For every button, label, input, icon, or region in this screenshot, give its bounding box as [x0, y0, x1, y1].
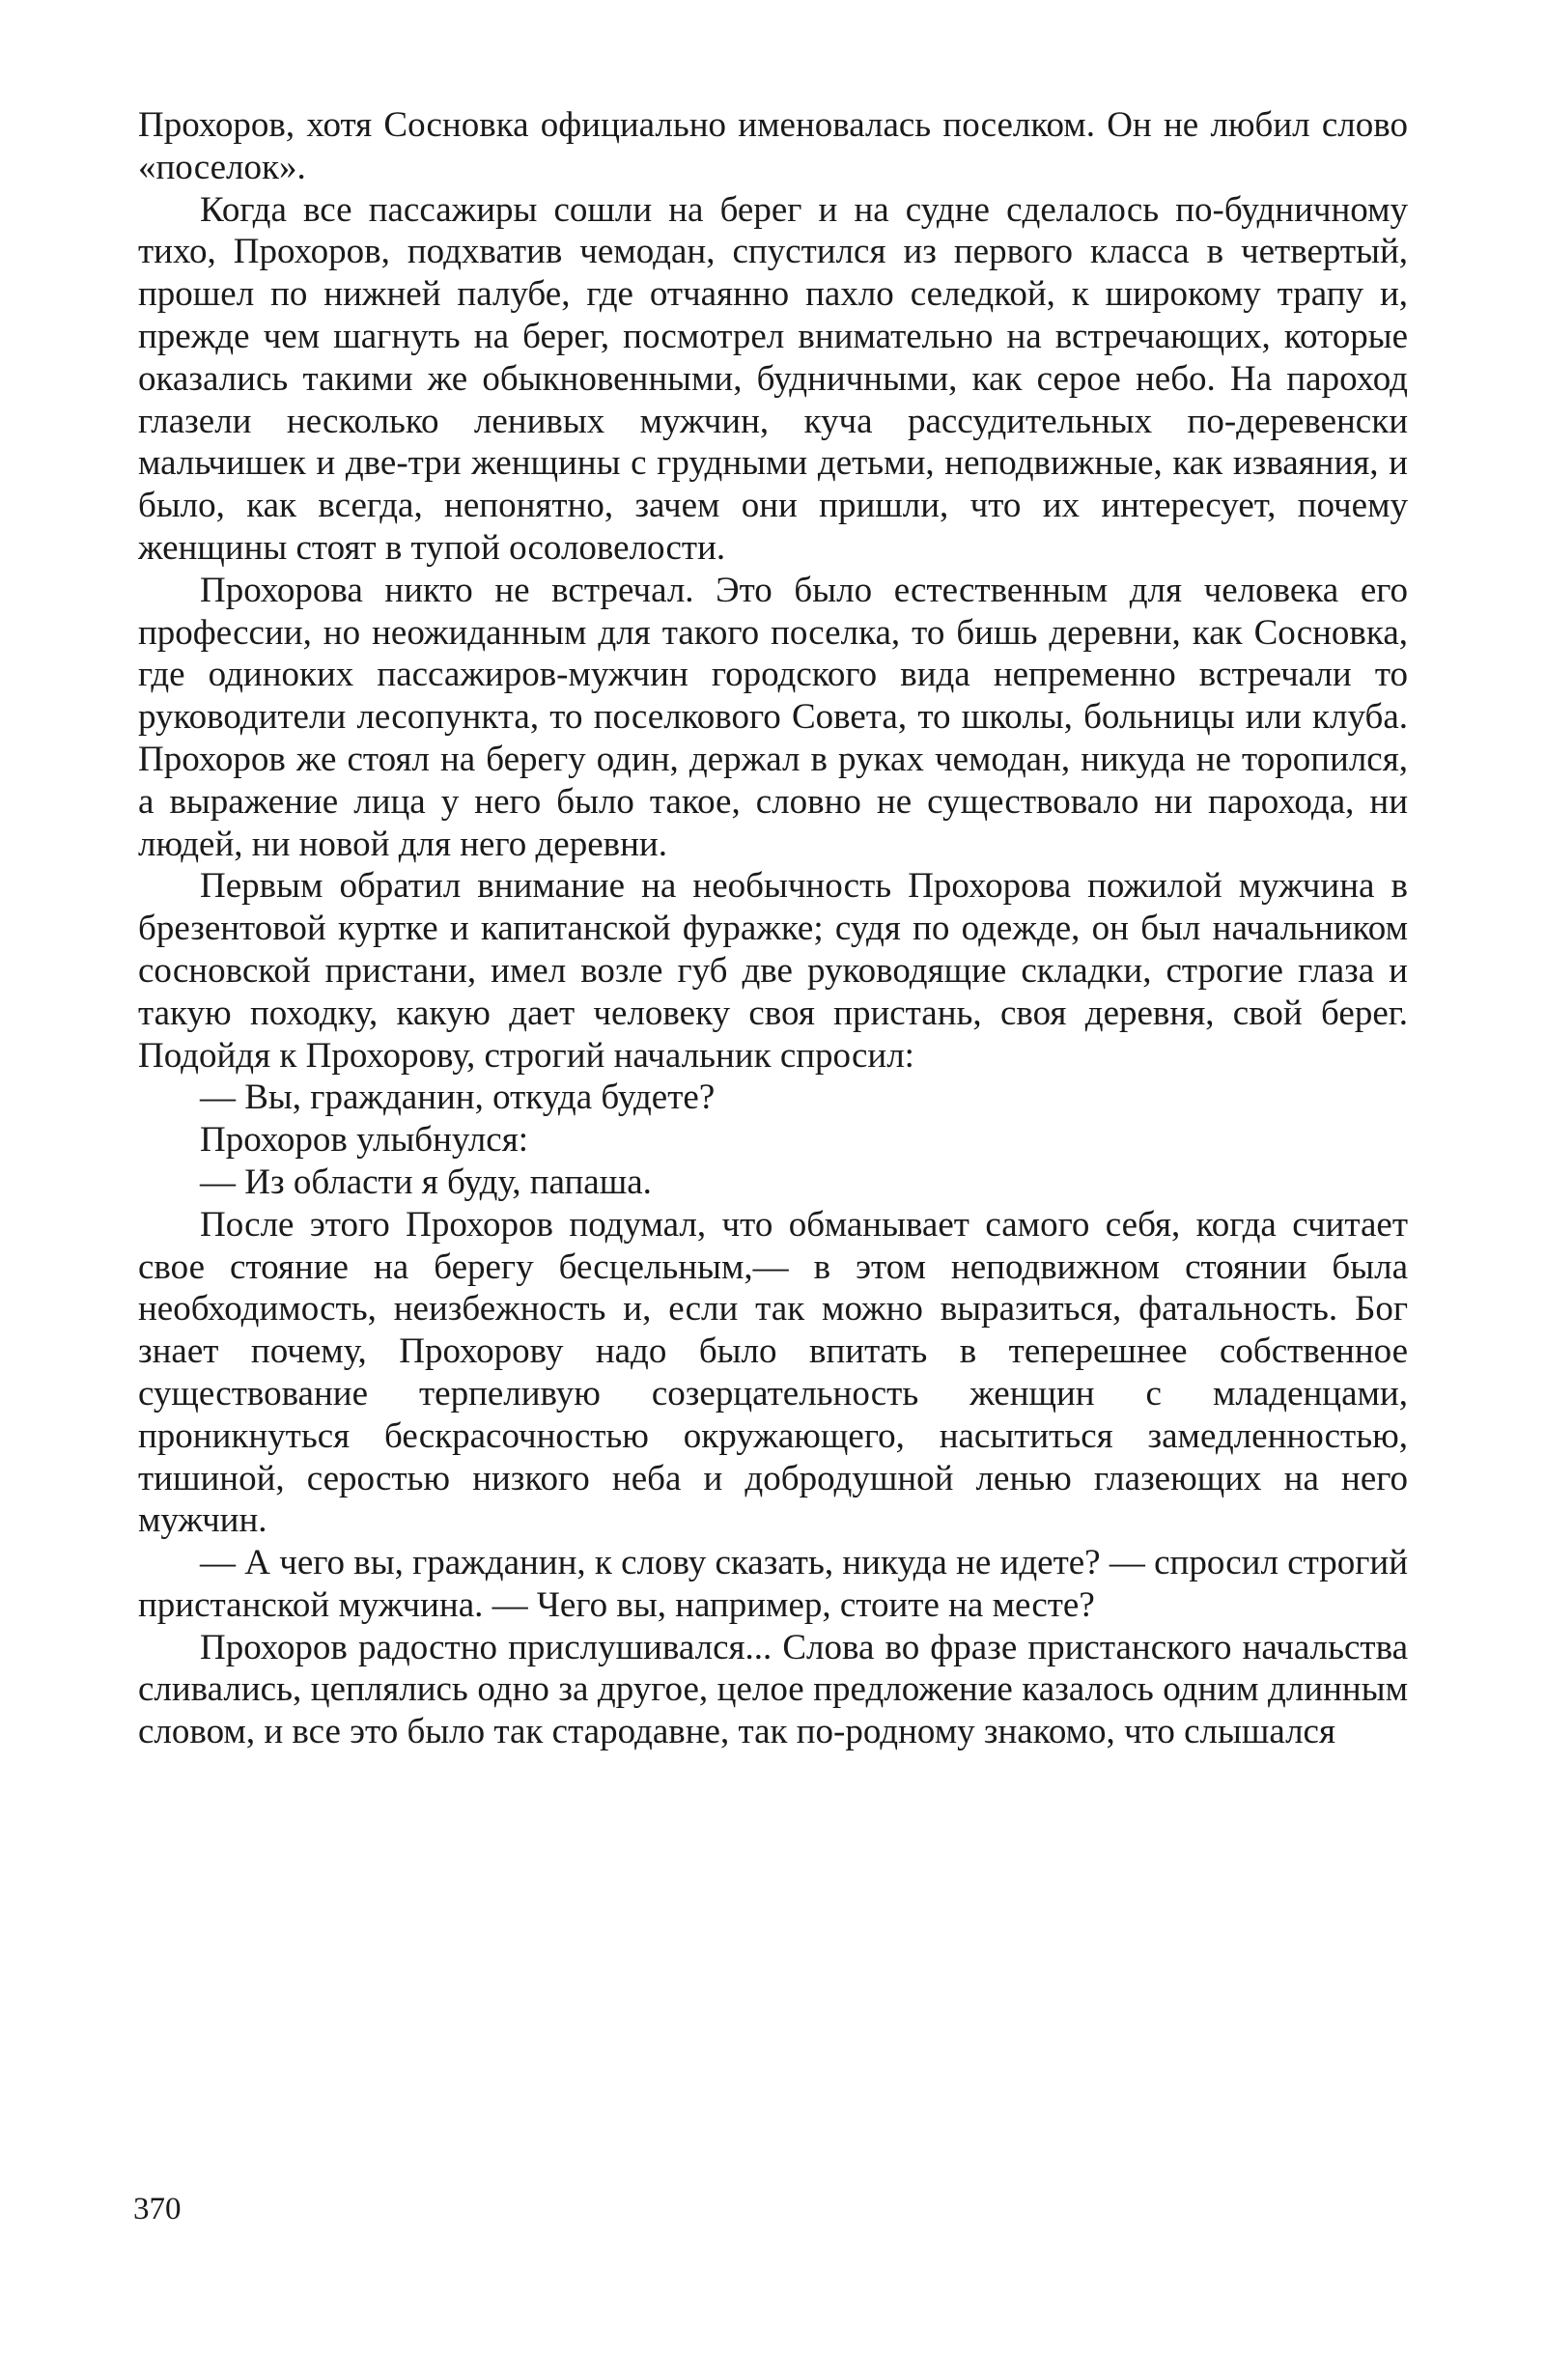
paragraph: Прохорова никто не встречал. Это было естественным для человека его профессии, но неожиданным для такого поселка, то бишь деревни, как Сосновка, где одиноких пассажиров-мужчин городского вида непременно встречали то руководители лесопункта, то поселкового Совета, то школы, больницы или клуба. Прохоров же стоял на берегу один, держал в руках чемодан, никуда не торопился, а выражение лица у него было такое, словно не существовало ни парохода, ни людей, ни новой для него деревни. — [138, 570, 1408, 864]
paragraph: Первым обратил внимание на необычность Прохорова пожилой мужчина в брезентовой куртке и капитанской фуражке; судя по одежде, он был начальником сосновской пристани, имел возле губ две руководящие складки, строгие глаза и такую походку, какую дает человеку своя пристань, своя деревня, свой берег. Подойдя к Прохорову, строгий начальник спросил: — [138, 866, 1408, 1076]
paragraph: Прохоров, хотя Сосновка официально именовалась поселком. Он не любил слово «поселок». — [138, 105, 1408, 187]
dialogue-line: — А чего вы, гражданин, к слову сказать, никуда не идете? — спросил строгий пристанской мужчина. — Чего вы, например, стоите на месте? — [138, 1543, 1409, 1625]
paragraph: Прохоров радостно прислушивался... Слова во фразе пристанского начальства сливались, цеплялись одно за другое, целое предложение казалось одним длинным словом, и все это было так стародавне, так по-родному знакомо, что слышался — [138, 1627, 1408, 1752]
dialogue-line: — Вы, гражданин, откуда будете? — [200, 1078, 716, 1118]
paragraph: Прохоров улыбнулся: — [200, 1120, 528, 1161]
dialogue-line: — Из области я буду, папаша. — [200, 1162, 652, 1202]
page-number: 370 — [133, 2192, 182, 2226]
body-text — [138, 104, 1408, 1753]
paragraph: После этого Прохоров подумал, что обманывает самого себя, когда считает свое стояние на берегу бесцельным,— в этом неподвижном стоянии была необходимость, неизбежность и, если так можно выразиться, фатальность. Бог знает почему, Прохорову надо было впитать в теперешнее собственное существование терпеливую созерцательность женщин с младенцами, проникнуться бескрасочностью окружающего, насытиться замедленностью, тишиной, серостью низкого неба и добродушной ленью глазеющих на него мужчин. — [138, 1204, 1408, 1541]
paragraph: Когда все пассажиры сошли на берег и на судне сделалось по-будничному тихо, Прохоров, подхватив чемодан, спустился из первого класса в четвертый, прошел по нижней палубе, где отчаянно пахло селедкой, к широкому трапу и, прежде чем шагнуть на берег, посмотрел внимательно на встречающих, которые оказались такими же обыкновенными, будничными, как серое небо. На пароход глазели несколько ленивых мужчин, куча рассудительных по-деревенски мальчишек и две-три женщины с грудными детьми, неподвижные, как изваяния, и было, как всегда, непонятно, зачем они пришли, что их интересует, почему женщины стоят в тупой осоловелости. — [138, 189, 1408, 568]
